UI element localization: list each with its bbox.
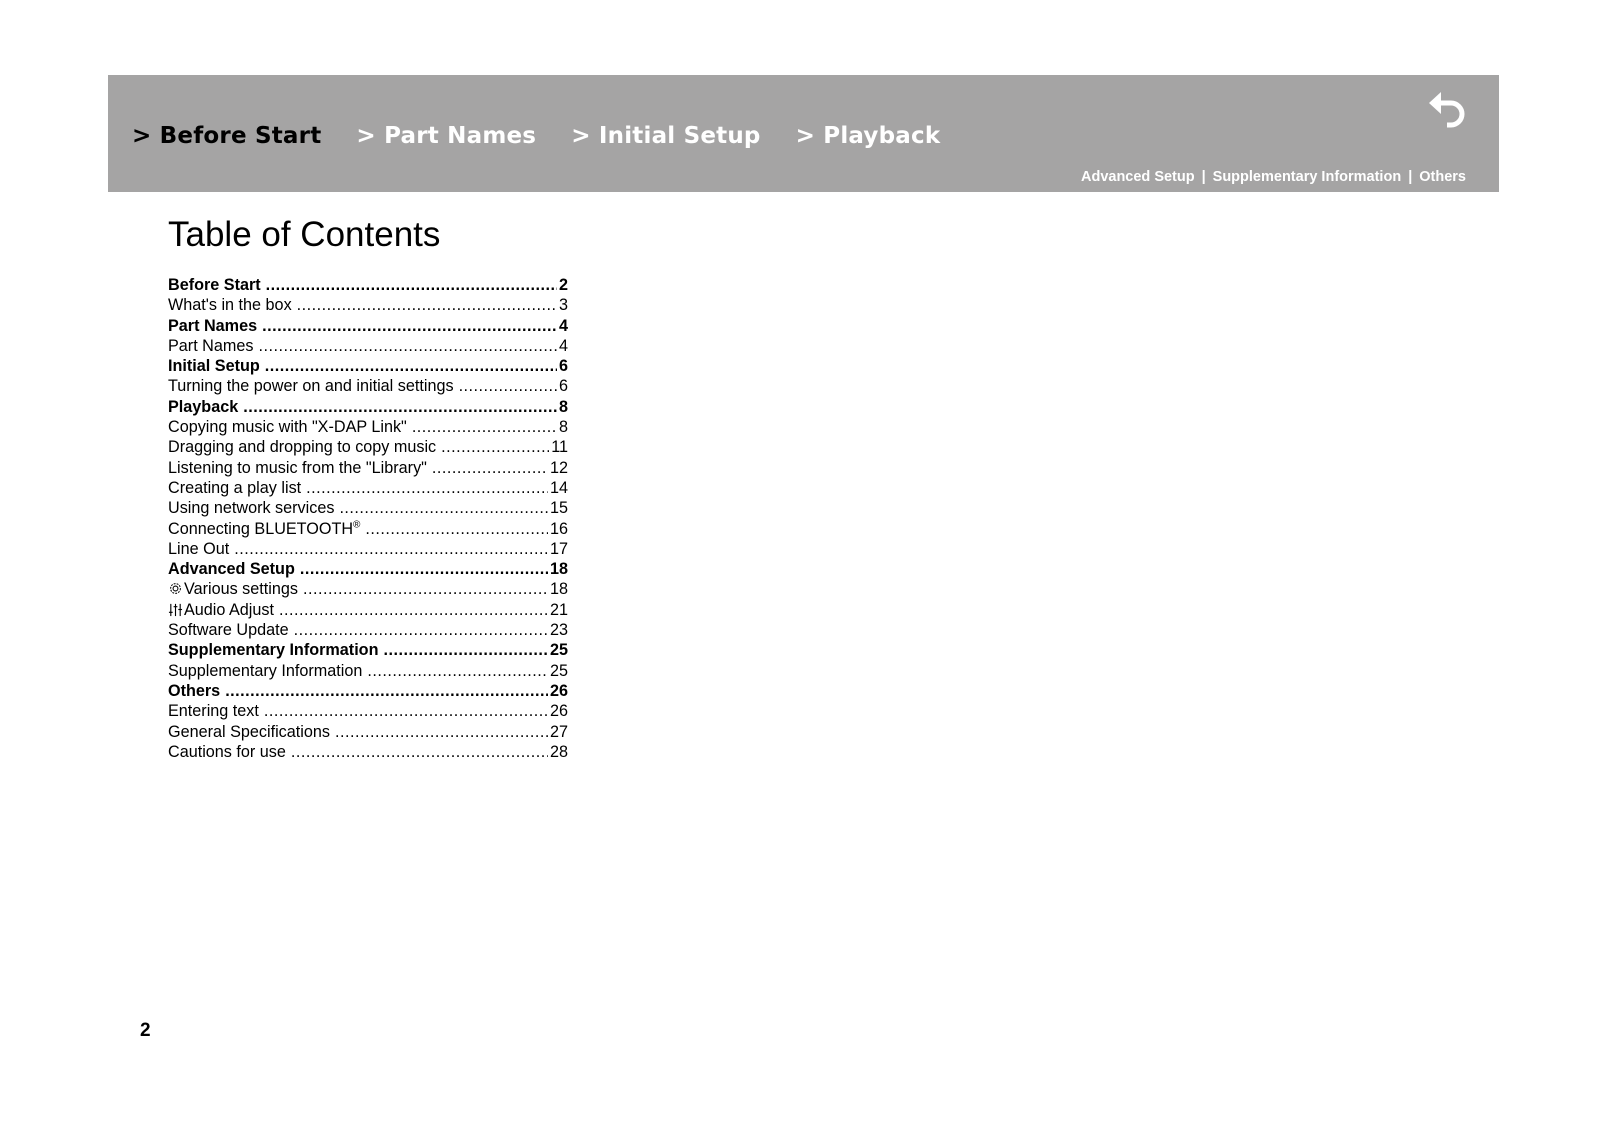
toc-entry-label (168, 275, 266, 295)
toc-page-number: 18 (549, 580, 568, 599)
toc-entry-text: Initial Setup (168, 357, 260, 376)
toc-entry-text: Turning the power on and initial settings (168, 377, 454, 396)
toc-entry-text: Supplementary Information (168, 661, 363, 680)
toc-entry-label (168, 742, 291, 762)
dot-leader (291, 742, 548, 762)
toc-entry-label (168, 681, 225, 701)
toc-entry-text: Copying music with "X-DAP Link" (168, 418, 407, 437)
toc-page-number: 4 (558, 336, 568, 355)
toc-entry-text: Part Names (168, 336, 254, 355)
toc-section-entry[interactable] (168, 275, 568, 295)
dot-leader (234, 539, 548, 559)
toc-section-entry[interactable] (168, 640, 568, 660)
toc-page-number: 2 (558, 276, 568, 294)
nav-link-initial-setup[interactable]: > Initial Setup (571, 123, 761, 149)
toc-page-number: 27 (549, 722, 568, 741)
dot-leader (306, 478, 548, 498)
toc-entry-text: Playback (168, 397, 239, 416)
toc-page-number: 3 (558, 296, 568, 315)
gear-icon (168, 581, 183, 596)
toc-page-number: 23 (549, 621, 568, 640)
toc-entry[interactable] (168, 742, 568, 762)
toc-section-entry[interactable] (168, 356, 568, 376)
toc-entry[interactable] (168, 478, 568, 498)
toc-entry-label (168, 417, 412, 437)
toc-entry-text: Using network services (168, 499, 335, 518)
toc-page-number: 8 (558, 397, 568, 416)
nav-link-before-start[interactable]: > Before Start (132, 123, 322, 149)
dot-leader (265, 356, 557, 376)
back-arrow-icon (1427, 89, 1473, 129)
toc-entry-label (168, 539, 234, 559)
toc-entry[interactable] (168, 661, 568, 681)
toc-entry[interactable] (168, 498, 568, 518)
toc-entry-label (168, 478, 306, 498)
toc-section-entry[interactable] (168, 316, 568, 336)
toc-entry[interactable] (168, 620, 568, 640)
toc-page-number: 6 (558, 357, 568, 376)
toc-entry-label (168, 519, 365, 539)
toc-entry-label (168, 316, 262, 336)
back-button[interactable] (1427, 89, 1473, 129)
toc-entry-text: Connecting BLUETOOTH (168, 519, 354, 538)
toc-page-number: 21 (549, 600, 568, 619)
toc-entry-label (168, 295, 297, 315)
toc-entry-text: Dragging and dropping to copy music (168, 438, 437, 457)
dot-leader (412, 417, 557, 437)
toc-page-number: 17 (549, 539, 568, 558)
toc-entry[interactable] (168, 437, 568, 457)
toc-entry-label (168, 458, 432, 478)
toc-section-entry[interactable] (168, 559, 568, 579)
dot-leader (335, 722, 548, 742)
toc-entry-label (168, 640, 383, 660)
toc-entry-text: Others (168, 681, 221, 700)
toc-entry-text: Line Out (168, 539, 230, 558)
toc-entry[interactable] (168, 600, 568, 620)
toc-entry[interactable] (168, 458, 568, 478)
toc-entry[interactable] (168, 417, 568, 437)
toc-entry[interactable] (168, 519, 568, 539)
dot-leader (225, 681, 548, 701)
toc-page-number: 6 (558, 377, 568, 396)
toc-entry-text: General Specifications (168, 722, 330, 741)
toc-entry-text: Audio Adjust (184, 600, 274, 619)
main-navigation (132, 123, 975, 149)
toc-page-number: 14 (549, 478, 568, 497)
dot-leader (297, 295, 557, 315)
toc-entry-text: Listening to music from the "Library" (168, 458, 427, 477)
toc-entry-text: Software Update (168, 621, 289, 640)
toc-entry-label (168, 397, 243, 417)
equalizer-icon (168, 602, 183, 617)
toc-entry-label (168, 722, 335, 742)
toc-entry-text: Part Names (168, 316, 258, 335)
dot-leader (294, 620, 548, 640)
page-title: Table of Contents (168, 215, 441, 254)
sub-nav-link-supplementary-information[interactable]: Supplementary Information (1212, 169, 1402, 185)
toc-page-number: 12 (549, 458, 568, 477)
toc-entry-label (168, 559, 300, 579)
toc-entry-label (168, 701, 264, 721)
toc-entry-label (168, 620, 294, 640)
dot-leader (365, 519, 548, 539)
toc-page-number: 18 (549, 560, 568, 579)
toc-entry-text: Entering text (168, 702, 259, 721)
table-of-contents (168, 275, 568, 762)
nav-link-part-names[interactable]: > Part Names (356, 123, 537, 149)
toc-page-number: 11 (551, 438, 568, 457)
toc-page-number: 25 (549, 661, 568, 680)
sub-nav-separator: | (1201, 169, 1206, 185)
toc-entry-label (168, 498, 339, 518)
toc-page-number: 28 (549, 742, 568, 761)
dot-leader (367, 661, 548, 681)
sub-nav-separator: | (1408, 169, 1413, 185)
toc-entry[interactable] (168, 376, 568, 396)
toc-entry-label (168, 437, 441, 457)
toc-page-number: 26 (549, 681, 568, 700)
page-number: 2 (140, 1020, 151, 1041)
toc-entry-label (168, 661, 367, 681)
dot-leader (303, 579, 548, 599)
toc-entry-text: Creating a play list (168, 478, 302, 497)
dot-leader (262, 316, 557, 336)
sub-nav-link-others[interactable]: Others (1419, 169, 1466, 185)
toc-entry-label (168, 376, 459, 396)
dot-leader (266, 275, 557, 295)
toc-entry-text: Cautions for use (168, 742, 286, 761)
dot-leader (383, 640, 548, 660)
toc-page-number: 15 (549, 499, 568, 518)
toc-entry-text: Supplementary Information (168, 641, 379, 660)
dot-leader (339, 498, 548, 518)
dot-leader (459, 376, 557, 396)
toc-page-number: 16 (549, 519, 568, 538)
dot-leader (243, 397, 557, 417)
toc-entry-text: Various settings (184, 580, 298, 599)
dot-leader (432, 458, 548, 478)
header-bar (108, 75, 1499, 192)
toc-page-number: 26 (549, 702, 568, 721)
dot-leader (264, 701, 548, 721)
toc-page-number: 25 (549, 641, 568, 660)
toc-section-entry[interactable] (168, 397, 568, 417)
sub-nav-link-advanced-setup[interactable]: Advanced Setup (1080, 169, 1195, 185)
registered-mark: ® (353, 519, 361, 531)
secondary-navigation (1081, 169, 1466, 185)
toc-entry-text: What's in the box (168, 296, 292, 315)
toc-entry-label (168, 600, 279, 620)
toc-section-entry[interactable] (168, 681, 568, 701)
toc-entry[interactable] (168, 295, 568, 315)
toc-entry-label (168, 336, 258, 356)
toc-entry[interactable] (168, 722, 568, 742)
dot-leader (279, 600, 548, 620)
toc-page-number: 8 (558, 418, 568, 437)
dot-leader (258, 336, 557, 356)
toc-entry[interactable] (168, 579, 568, 599)
toc-entry[interactable] (168, 701, 568, 721)
toc-entry[interactable] (168, 336, 568, 356)
dot-leader (300, 559, 548, 579)
toc-entry[interactable] (168, 539, 568, 559)
nav-link-playback[interactable]: > Playback (795, 123, 941, 149)
toc-entry-text: Advanced Setup (168, 560, 295, 579)
toc-page-number: 4 (558, 316, 568, 335)
dot-leader (441, 437, 549, 457)
toc-entry-label (168, 579, 303, 599)
toc-entry-label (168, 356, 265, 376)
toc-entry-text: Before Start (168, 276, 261, 294)
